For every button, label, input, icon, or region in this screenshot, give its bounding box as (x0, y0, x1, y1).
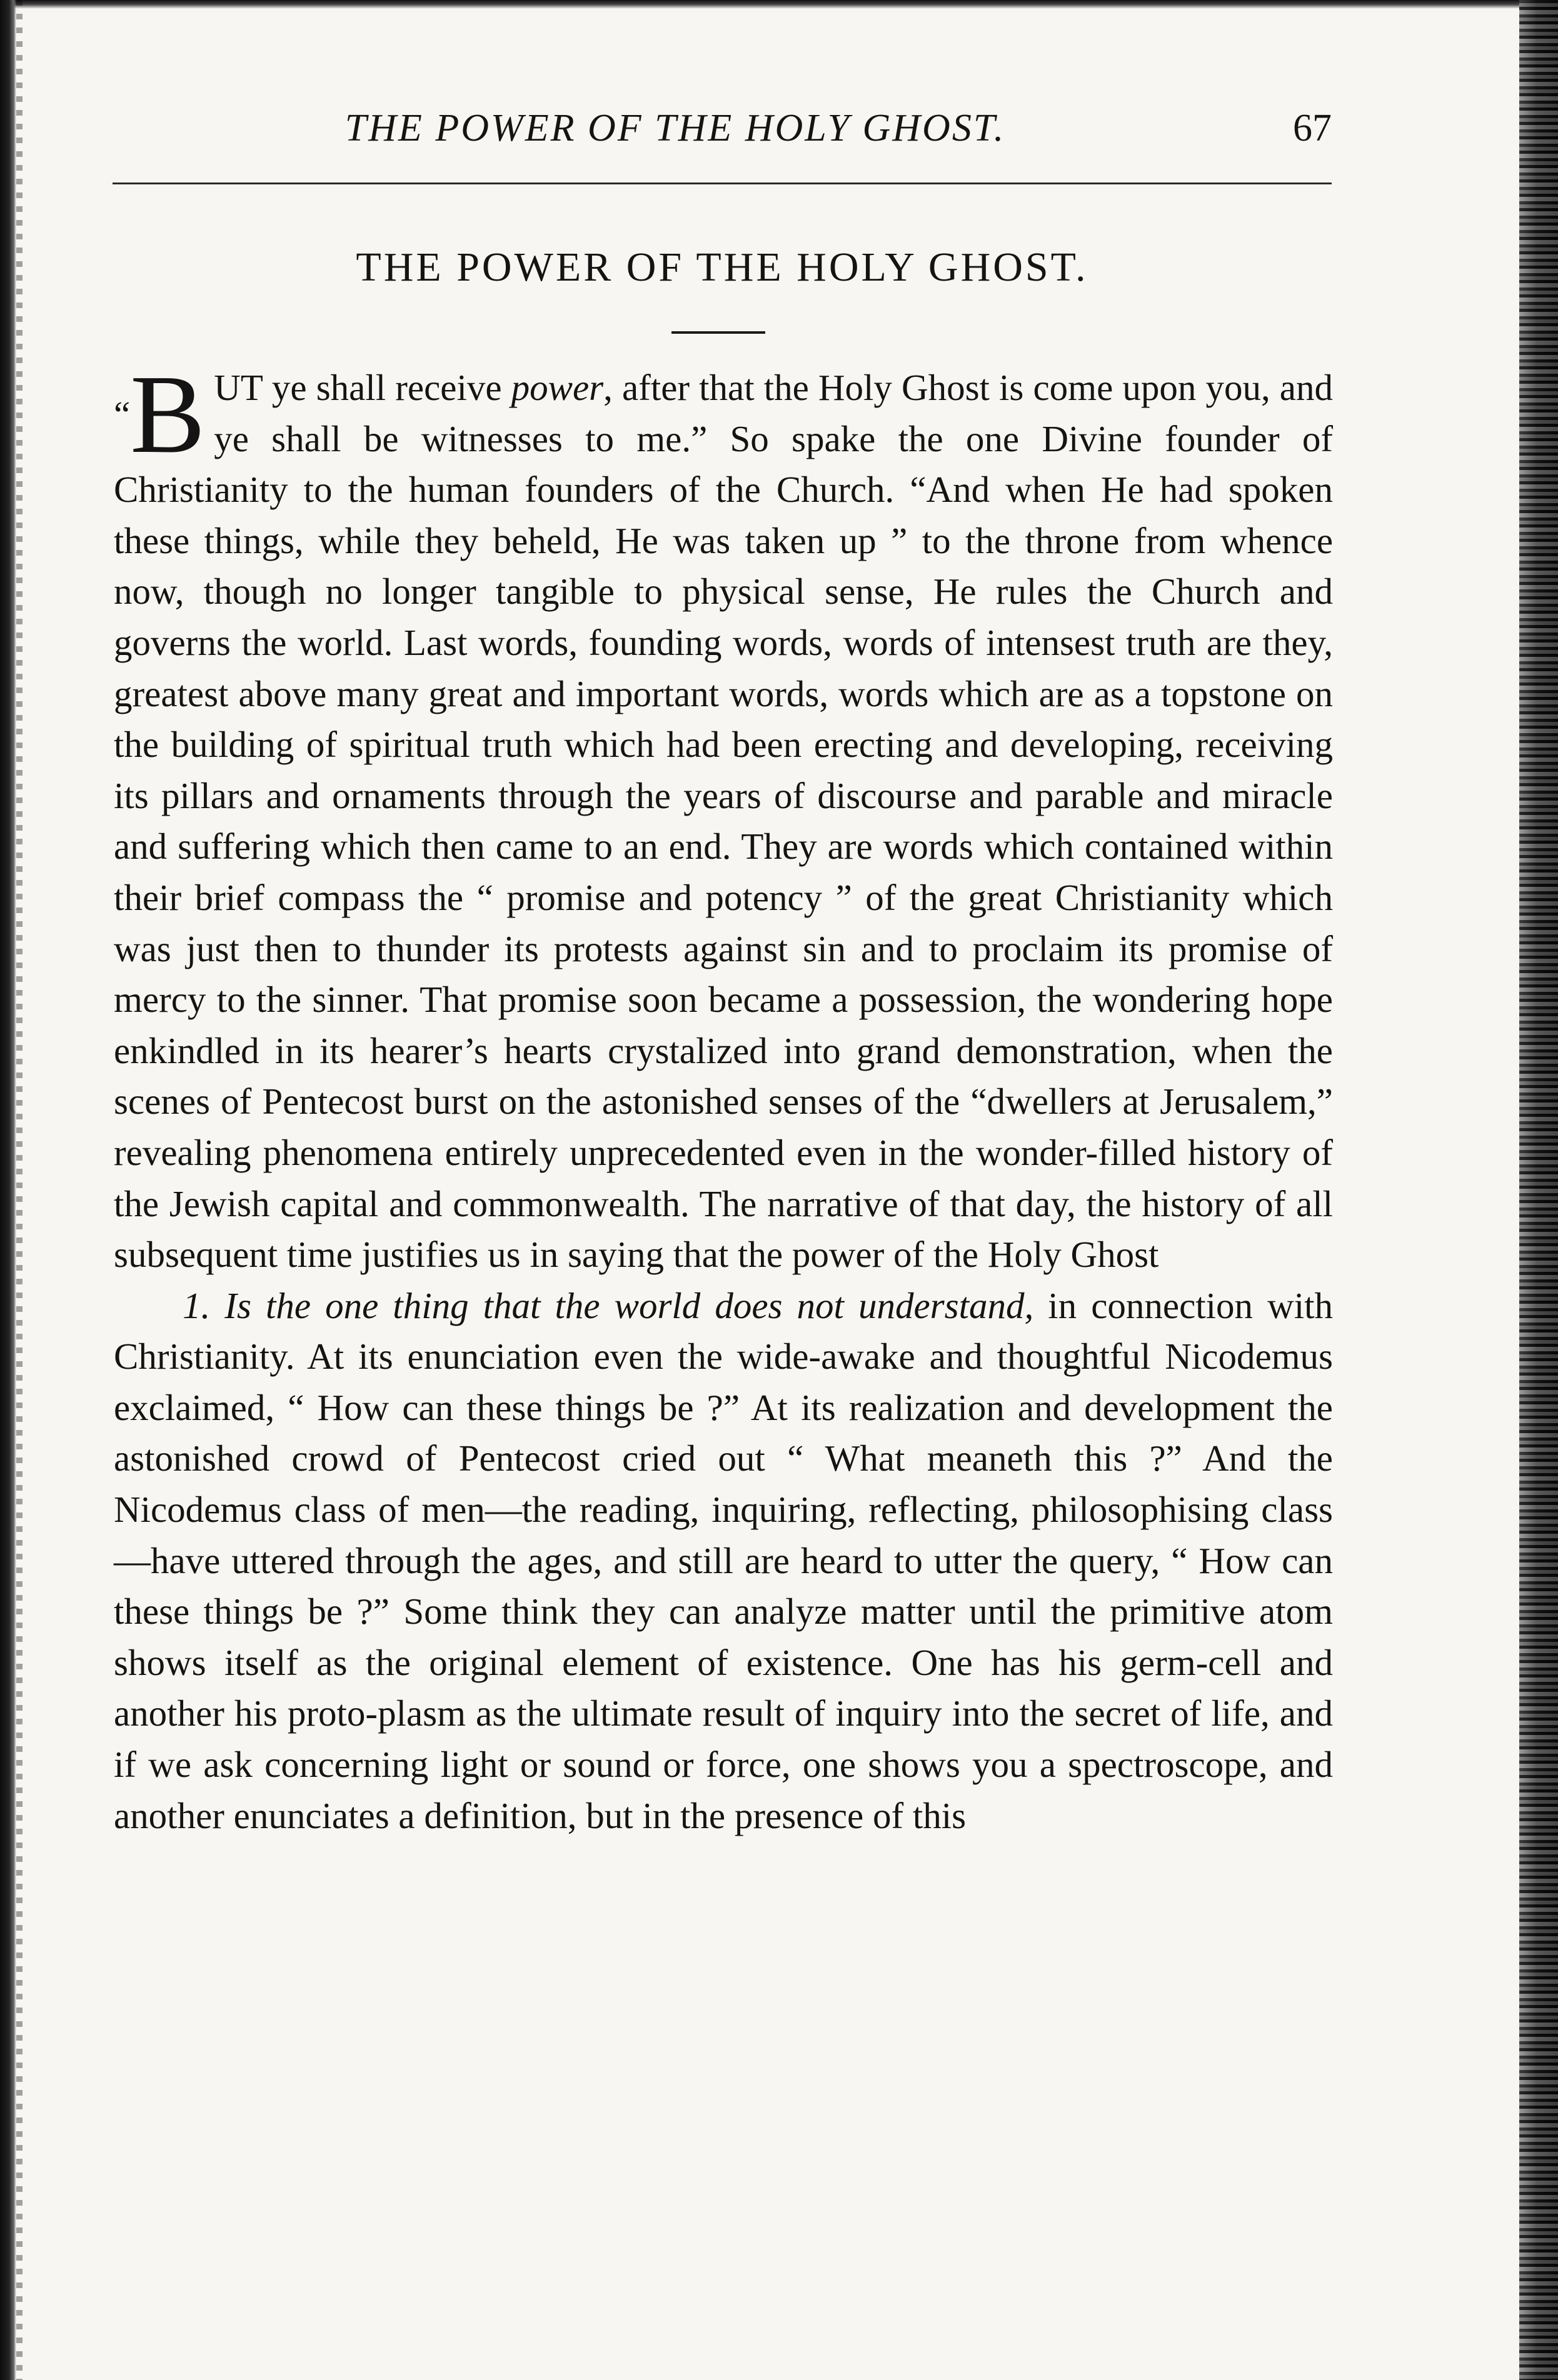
paragraph-1-text-a: UT ye shall receive (214, 367, 511, 408)
drop-cap-letter: B (130, 352, 206, 476)
paragraph-1-text-b: , after that the Holy Ghost is come upon you, and ye shall be witnesses to me.” So spake the one Divine founder of Christianity to the human founders of the Church. “And when He had spoken these things, while they beheld, He was taken up ” to the throne from whence now, though no longer tangible to physical sense, He rules the Church and governs the world. Last words, founding words, words of intensest truth are they, greatest above many great and important words, words which are as a topstone on the building of spiritual truth which had been erecting and developing, receiving its pillars and ornaments through the years of discourse and parable and miracle and suffering which then came to an end. They are words which contained within their brief compass the “ promise and potency ” of the great Christianity which was just then to thunder its protests against sin and to proclaim its promise of mercy to the sinner. That promise soon became a possession, the wondering hope enkindled in its hearer’s hearts crystalized into grand demonstration, when the scenes of Pentecost burst on the astonished senses of the “dwellers at Jerusalem,” revealing phenomena entirely unprecedented even in the wonder-filled history of the Jewish capital and commonwealth. The narrative of that day, the history of all subsequent time justifies us in saying that the power of the Holy Ghost (114, 367, 1333, 1276)
scan-edge-right (1519, 0, 1558, 2380)
paragraph-1-italic-power: power (511, 367, 604, 408)
scan-edge-binding-noise (16, 0, 23, 2380)
page-number: 67 (1293, 107, 1332, 149)
drop-cap (114, 352, 206, 476)
chapter-title: THE POWER OF THE HOLY GHOST. (356, 244, 1088, 290)
paragraph-2 (114, 1281, 1333, 1842)
scan-edge-top (0, 0, 1519, 9)
opening-quote: “ (114, 394, 131, 435)
header-rule (113, 182, 1332, 184)
running-head (113, 94, 1332, 162)
scan-edge-binding (0, 0, 16, 2380)
paragraph-2-text: in connection with Christianity. At its enunciation even the wide-awake and thoughtful Nicodemus exclaimed, “ How can these things be ?” At its realization and development the astonished crowd of Pentecost cried out “ What meaneth this ?” And the Nicodemus class of men—the reading, inquiring, reflecting, philosophising class—have uttered through the ages, and still are heard to utter the query, “ How can these things be ?” Some think they can analyze matter until the primitive atom shows itself as the original element of existence. One has his germ-cell and another his proto-plasm as the ultimate result of inquiry into the secret of life, and if we ask concerning light or sound or force, one shows you a spectroscope, and another enunciates a definition, but in the presence of this (114, 1284, 1333, 1836)
paragraph-1 (114, 352, 1333, 1281)
body-text (114, 352, 1333, 1841)
paragraph-2-number: 1. (183, 1284, 211, 1326)
paragraph-2-italic-lead: Is the one thing that the world does not understand, (224, 1284, 1034, 1326)
title-rule (671, 331, 765, 334)
running-title: THE POWER OF THE HOLY GHOST. (344, 107, 1006, 149)
